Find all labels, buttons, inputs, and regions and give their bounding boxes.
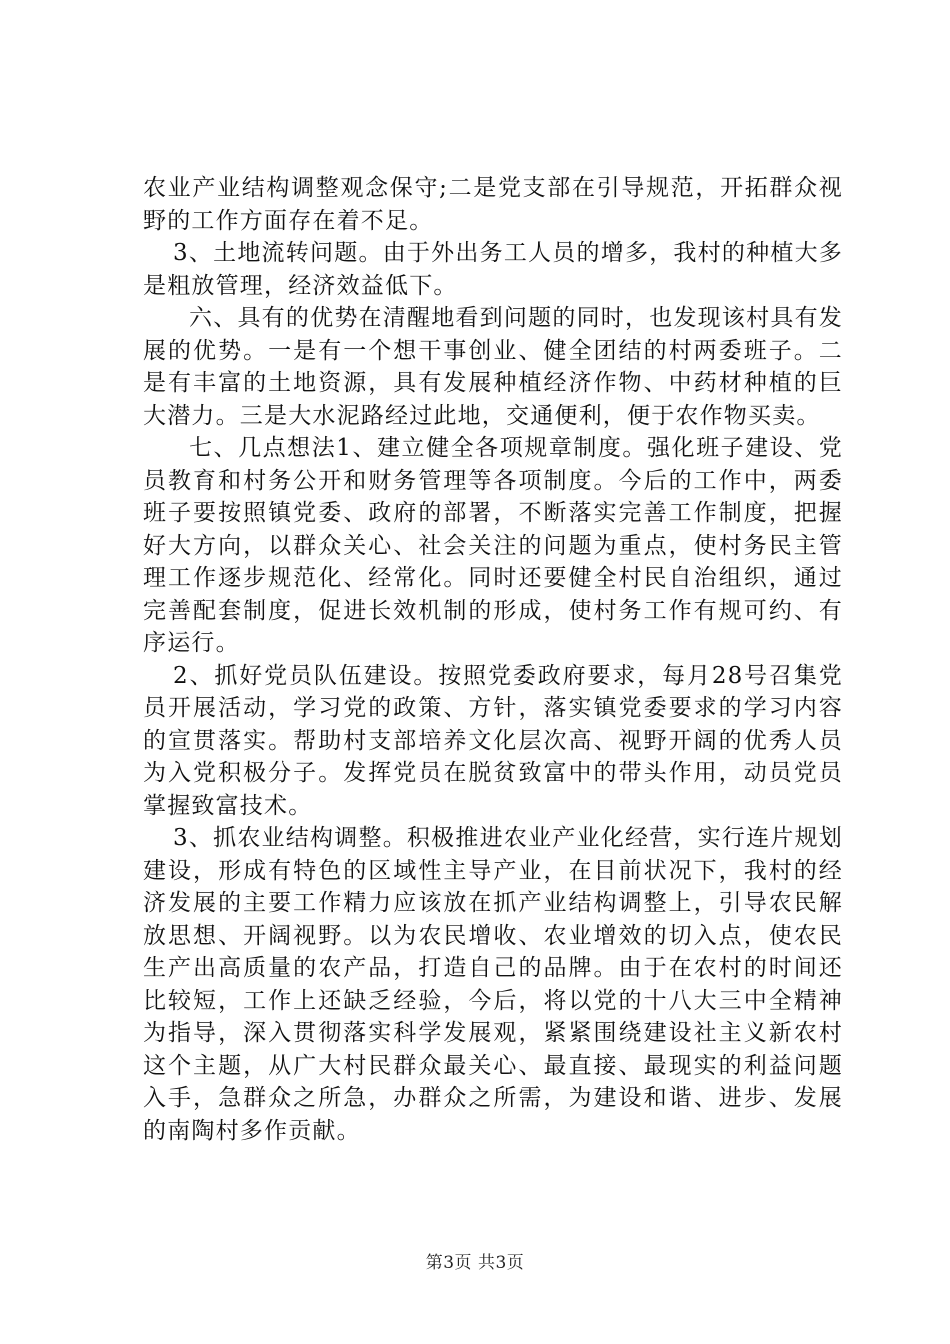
paragraph-party-members: 2、抓好党员队伍建设。按照党委政府要求，每月28号召集党员开展活动，学习党的政策、方针，落实镇党委要求的学习内容的宣贯落实。帮助村支部培养文化层次高、视野开阔的优秀人员为入党积极分子。发挥党员在脱贫致富中的带头作用，动员党员掌握致富技术。 [143, 662, 843, 819]
document-body [143, 172, 843, 1147]
page-number-footer: 第3页 共3页 [425, 1253, 525, 1273]
paragraph-continuation: 农业产业结构调整观念保守;二是党支部在引导规范，开拓群众视野的工作方面存在着不足。 [143, 175, 843, 234]
paragraph-advantages: 六、具有的优势在清醒地看到问题的同时，也发现该村具有发展的优势。一是有一个想干事创业、健全团结的村两委班子。二是有丰富的土地资源，具有发展种植经济作物、中药材种植的巨大潜力。三是大水泥路经过此地，交通便利，便于农作物买卖。 [143, 305, 843, 429]
paragraph-agriculture-structure: 3、抓农业结构调整。积极推进农业产业化经营，实行连片规划建设，形成有特色的区域性主导产业，在目前状况下，我村的经济发展的主要工作精力应该放在抓产业结构调整上，引导农民解放思想、开阔视野。以为农民增收、农业增效的切入点，使农民生产出高质量的农产品，打造自己的品牌。由于在农村的时间还比较短，工作上还缺乏经验，今后，将以党的十八大三中全精神为指导，深入贯彻落实科学发展观，紧紧围绕建设社主义新农村这个主题，从广大村民群众最关心、最直接、最现实的利益问题入手，急群众之所急，办群众之所需，为建设和谐、进步、发展的南陶村多作贡献。 [143, 825, 843, 1144]
paragraph-land-transfer: 3、土地流转问题。由于外出务工人员的增多，我村的种植大多是粗放管理，经济效益低下。 [143, 240, 843, 299]
paragraph-ideas-rules: 七、几点想法1、建立健全各项规章制度。强化班子建设、党员教育和村务公开和财务管理等各项制度。今后的工作中，两委班子要按照镇党委、政府的部署，不断落实完善工作制度，把握好大方向，以群众关心、社会关注的问题为重点，使村务民主管理工作逐步规范化、经常化。同时还要健全村民自治组织，通过完善配套制度，促进长效机制的形成，使村务工作有规可约、有序运行。 [143, 435, 843, 656]
